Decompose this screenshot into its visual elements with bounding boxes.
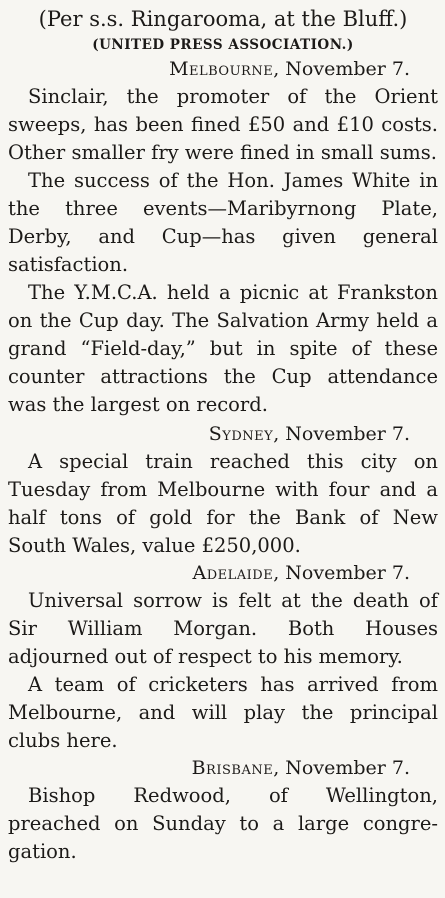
dateline-adelaide [8,560,438,587]
dateline-date: , November 7. [273,757,410,779]
paragraph: A team of cricketers has arrived from Melbourne, and will play the principal clubs here. [8,673,438,752]
source-heading: (Per s.s. Ringarooma, at the Bluff.) [38,7,408,31]
dateline-date: , November 7. [273,562,410,584]
dateline-melbourne [8,56,438,83]
dateline-date: , November 7. [273,423,410,445]
paragraph: Sinclair, the promoter of the Orient sweeps, has been fined £50 and £10 costs. Other smaller fry were fined in small sums. [8,85,438,164]
paragraph: A special train reached this city on Tuesday from Melbourne with four and a half tons of gold for the Bank of New South Wales, value £250,000. [8,450,438,557]
dateline-brisbane [8,755,438,782]
paragraph: Bishop Redwood, of Wellington, preached on Sunday to a large congregation. [8,784,438,863]
dateline-place: Brisbane [191,757,274,779]
dateline-sydney [8,421,438,448]
dateline-place: Sydney [208,423,274,445]
dateline-place: Melbourne [169,58,274,80]
news-column [8,4,438,866]
paragraph: Universal sorrow is felt at the death of Sir William Morgan. Both Houses adjourned out of respect to his memory. [8,589,438,668]
dateline-date: , November 7. [273,58,410,80]
agency-heading: (UNITED PRESS ASSOCIATION.) [92,37,354,53]
paragraph: The success of the Hon. James White in the three events—Maribyrnong Plate, Derby, and Cup—has given general satisfaction. [8,169,438,276]
dateline-place: Adelaide [192,562,274,584]
paragraph: The Y.M.C.A. held a picnic at Frankston on the Cup day. The Salvation Army held a grand “Field-day,” but in spite of these counter attractions the Cup attendance was the largest on record. [8,281,438,416]
